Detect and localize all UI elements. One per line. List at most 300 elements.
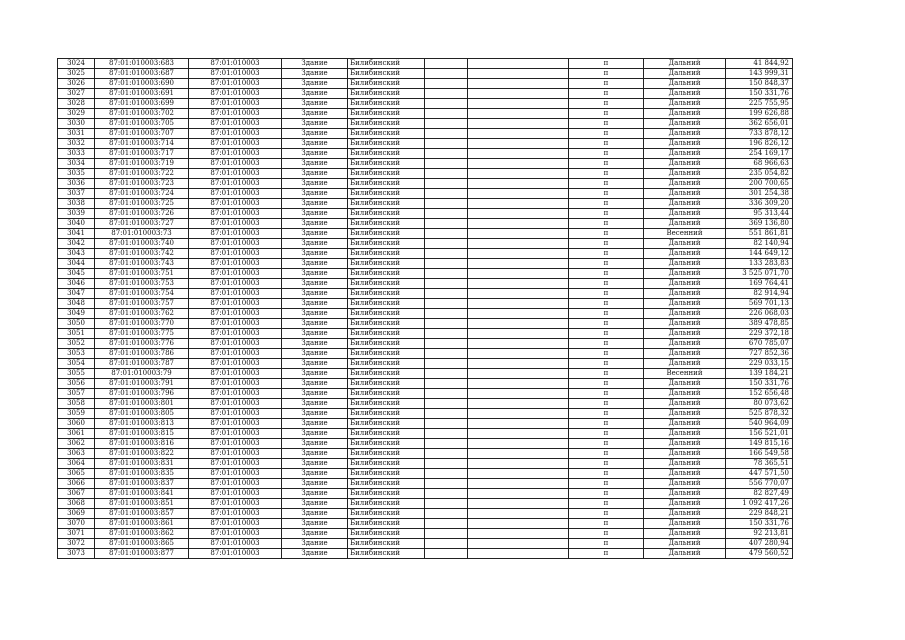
object-type-cell: Здание <box>282 109 348 119</box>
blank-cell-a-cell <box>425 439 468 449</box>
blank-cell-a-cell <box>425 249 468 259</box>
blank-cell-a-cell <box>425 359 468 369</box>
cadastral-value-cell: 551 861,81 <box>726 229 793 239</box>
settlement-type-cell: п <box>569 149 644 159</box>
cadastral-quarter-cell: 87:01:010003 <box>189 109 282 119</box>
settlement-name-cell: Дальний <box>644 179 726 189</box>
cadastral-number-cell: 87:01:010003:816 <box>95 439 189 449</box>
settlement-type-cell: п <box>569 239 644 249</box>
district-cell: Билибинский <box>348 449 425 459</box>
settlement-name-cell: Дальний <box>644 449 726 459</box>
cadastral-value-cell: 68 966,63 <box>726 159 793 169</box>
settlement-name-cell: Дальний <box>644 529 726 539</box>
blank-cell-a-cell <box>425 119 468 129</box>
district-cell: Билибинский <box>348 499 425 509</box>
settlement-type-cell: п <box>569 349 644 359</box>
settlement-name-cell: Дальний <box>644 469 726 479</box>
blank-cell-a-cell <box>425 139 468 149</box>
object-type-cell: Здание <box>282 309 348 319</box>
row-number-cell: 3041 <box>58 229 95 239</box>
cadastral-value-cell: 156 521,01 <box>726 429 793 439</box>
cadastral-value-cell: 169 764,41 <box>726 279 793 289</box>
district-cell: Билибинский <box>348 459 425 469</box>
blank-cell-b-cell <box>468 329 569 339</box>
settlement-type-cell: п <box>569 179 644 189</box>
table-row <box>58 219 793 229</box>
blank-cell-a-cell <box>425 469 468 479</box>
settlement-name-cell: Весенний <box>644 369 726 379</box>
district-cell: Билибинский <box>348 109 425 119</box>
table-row <box>58 239 793 249</box>
object-type-cell: Здание <box>282 99 348 109</box>
cadastral-quarter-cell: 87:01:010003 <box>189 499 282 509</box>
blank-cell-b-cell <box>468 459 569 469</box>
object-type-cell: Здание <box>282 439 348 449</box>
row-number-cell: 3072 <box>58 539 95 549</box>
table-row <box>58 69 793 79</box>
district-cell: Билибинский <box>348 279 425 289</box>
cadastral-value-cell: 733 878,12 <box>726 129 793 139</box>
cadastral-quarter-cell: 87:01:010003 <box>189 79 282 89</box>
object-type-cell: Здание <box>282 489 348 499</box>
settlement-type-cell: п <box>569 479 644 489</box>
cadastral-quarter-cell: 87:01:010003 <box>189 469 282 479</box>
cadastral-quarter-cell: 87:01:010003 <box>189 339 282 349</box>
row-number-cell: 3026 <box>58 79 95 89</box>
blank-cell-b-cell <box>468 79 569 89</box>
object-type-cell: Здание <box>282 499 348 509</box>
row-number-cell: 3055 <box>58 369 95 379</box>
table-row <box>58 209 793 219</box>
cadastral-value-cell: 150 331,76 <box>726 89 793 99</box>
cadastral-quarter-cell: 87:01:010003 <box>189 209 282 219</box>
blank-cell-b-cell <box>468 259 569 269</box>
cadastral-number-cell: 87:01:010003:714 <box>95 139 189 149</box>
blank-cell-a-cell <box>425 59 468 69</box>
blank-cell-a-cell <box>425 179 468 189</box>
blank-cell-b-cell <box>468 479 569 489</box>
blank-cell-a-cell <box>425 219 468 229</box>
settlement-type-cell: п <box>569 209 644 219</box>
cadastral-value-cell: 95 313,44 <box>726 209 793 219</box>
cadastral-value-cell: 133 283,83 <box>726 259 793 269</box>
table-row <box>58 379 793 389</box>
blank-cell-b-cell <box>468 399 569 409</box>
row-number-cell: 3053 <box>58 349 95 359</box>
object-type-cell: Здание <box>282 419 348 429</box>
cadastral-value-cell: 369 136,80 <box>726 219 793 229</box>
settlement-type-cell: п <box>569 539 644 549</box>
blank-cell-b-cell <box>468 449 569 459</box>
blank-cell-b-cell <box>468 469 569 479</box>
cadastral-quarter-cell: 87:01:010003 <box>189 119 282 129</box>
cadastral-value-cell: 336 309,20 <box>726 199 793 209</box>
cadastral-number-cell: 87:01:010003:725 <box>95 199 189 209</box>
settlement-name-cell: Дальний <box>644 239 726 249</box>
object-type-cell: Здание <box>282 359 348 369</box>
settlement-type-cell: п <box>569 419 644 429</box>
district-cell: Билибинский <box>348 309 425 319</box>
table-row <box>58 549 793 559</box>
blank-cell-a-cell <box>425 489 468 499</box>
object-type-cell: Здание <box>282 59 348 69</box>
settlement-name-cell: Дальний <box>644 69 726 79</box>
object-type-cell: Здание <box>282 549 348 559</box>
cadastral-value-cell: 556 770,07 <box>726 479 793 489</box>
cadastral-quarter-cell: 87:01:010003 <box>189 279 282 289</box>
table-row <box>58 329 793 339</box>
table-row <box>58 509 793 519</box>
settlement-name-cell: Дальний <box>644 139 726 149</box>
table-row <box>58 449 793 459</box>
blank-cell-b-cell <box>468 309 569 319</box>
cadastral-value-cell: 389 478,85 <box>726 319 793 329</box>
row-number-cell: 3069 <box>58 509 95 519</box>
district-cell: Билибинский <box>348 529 425 539</box>
blank-cell-b-cell <box>468 99 569 109</box>
cadastral-value-cell: 144 649,12 <box>726 249 793 259</box>
table-row <box>58 309 793 319</box>
cadastral-value-cell: 3 525 071,70 <box>726 269 793 279</box>
settlement-type-cell: п <box>569 549 644 559</box>
settlement-name-cell: Дальний <box>644 399 726 409</box>
blank-cell-b-cell <box>468 319 569 329</box>
settlement-name-cell: Дальний <box>644 279 726 289</box>
cadastral-quarter-cell: 87:01:010003 <box>189 509 282 519</box>
cadastral-quarter-cell: 87:01:010003 <box>189 139 282 149</box>
row-number-cell: 3039 <box>58 209 95 219</box>
object-type-cell: Здание <box>282 139 348 149</box>
cadastral-number-cell: 87:01:010003:726 <box>95 209 189 219</box>
table-row <box>58 79 793 89</box>
cadastral-value-cell: 226 068,03 <box>726 309 793 319</box>
blank-cell-b-cell <box>468 429 569 439</box>
settlement-name-cell: Дальний <box>644 249 726 259</box>
settlement-type-cell: п <box>569 199 644 209</box>
district-cell: Билибинский <box>348 539 425 549</box>
row-number-cell: 3073 <box>58 549 95 559</box>
settlement-type-cell: п <box>569 119 644 129</box>
settlement-name-cell: Дальний <box>644 189 726 199</box>
object-type-cell: Здание <box>282 199 348 209</box>
object-type-cell: Здание <box>282 409 348 419</box>
cadastral-number-cell: 87:01:010003:822 <box>95 449 189 459</box>
blank-cell-b-cell <box>468 119 569 129</box>
settlement-type-cell: п <box>569 429 644 439</box>
blank-cell-b-cell <box>468 389 569 399</box>
row-number-cell: 3056 <box>58 379 95 389</box>
row-number-cell: 3066 <box>58 479 95 489</box>
blank-cell-b-cell <box>468 169 569 179</box>
table-row <box>58 519 793 529</box>
blank-cell-b-cell <box>468 409 569 419</box>
cadastral-number-cell: 87:01:010003:691 <box>95 89 189 99</box>
district-cell: Билибинский <box>348 169 425 179</box>
blank-cell-b-cell <box>468 109 569 119</box>
object-type-cell: Здание <box>282 169 348 179</box>
settlement-name-cell: Дальний <box>644 259 726 269</box>
district-cell: Билибинский <box>348 139 425 149</box>
cadastral-quarter-cell: 87:01:010003 <box>189 299 282 309</box>
row-number-cell: 3028 <box>58 99 95 109</box>
row-number-cell: 3060 <box>58 419 95 429</box>
blank-cell-a-cell <box>425 349 468 359</box>
district-cell: Билибинский <box>348 369 425 379</box>
object-type-cell: Здание <box>282 149 348 159</box>
cadastral-number-cell: 87:01:010003:835 <box>95 469 189 479</box>
cadastral-value-cell: 199 626,88 <box>726 109 793 119</box>
blank-cell-a-cell <box>425 129 468 139</box>
table-row <box>58 389 793 399</box>
table-row <box>58 249 793 259</box>
cadastral-value-cell: 447 571,50 <box>726 469 793 479</box>
cadastral-value-cell: 229 372,18 <box>726 329 793 339</box>
district-cell: Билибинский <box>348 299 425 309</box>
table-row <box>58 349 793 359</box>
blank-cell-a-cell <box>425 369 468 379</box>
cadastral-number-cell: 87:01:010003:801 <box>95 399 189 409</box>
object-type-cell: Здание <box>282 379 348 389</box>
cadastral-number-cell: 87:01:010003:723 <box>95 179 189 189</box>
district-cell: Билибинский <box>348 229 425 239</box>
object-type-cell: Здание <box>282 479 348 489</box>
blank-cell-a-cell <box>425 429 468 439</box>
settlement-type-cell: п <box>569 509 644 519</box>
table-row <box>58 539 793 549</box>
object-type-cell: Здание <box>282 119 348 129</box>
settlement-type-cell: п <box>569 139 644 149</box>
cadastral-number-cell: 87:01:010003:724 <box>95 189 189 199</box>
settlement-type-cell: п <box>569 79 644 89</box>
cadastral-value-cell: 235 054,82 <box>726 169 793 179</box>
object-type-cell: Здание <box>282 389 348 399</box>
blank-cell-b-cell <box>468 59 569 69</box>
row-number-cell: 3062 <box>58 439 95 449</box>
row-number-cell: 3065 <box>58 469 95 479</box>
object-type-cell: Здание <box>282 129 348 139</box>
district-cell: Билибинский <box>348 59 425 69</box>
settlement-type-cell: п <box>569 489 644 499</box>
cadastral-number-cell: 87:01:010003:796 <box>95 389 189 399</box>
cadastral-quarter-cell: 87:01:010003 <box>189 99 282 109</box>
district-cell: Билибинский <box>348 269 425 279</box>
settlement-type-cell: п <box>569 379 644 389</box>
district-cell: Билибинский <box>348 199 425 209</box>
blank-cell-b-cell <box>468 509 569 519</box>
row-number-cell: 3049 <box>58 309 95 319</box>
cadastral-quarter-cell: 87:01:010003 <box>189 349 282 359</box>
district-cell: Билибинский <box>348 439 425 449</box>
cadastral-quarter-cell: 87:01:010003 <box>189 179 282 189</box>
table-body <box>58 59 793 559</box>
settlement-name-cell: Дальний <box>644 129 726 139</box>
row-number-cell: 3051 <box>58 329 95 339</box>
settlement-type-cell: п <box>569 219 644 229</box>
district-cell: Билибинский <box>348 399 425 409</box>
district-cell: Билибинский <box>348 69 425 79</box>
cadastral-value-cell: 569 701,13 <box>726 299 793 309</box>
cadastral-number-cell: 87:01:010003:862 <box>95 529 189 539</box>
blank-cell-b-cell <box>468 499 569 509</box>
cadastral-quarter-cell: 87:01:010003 <box>189 369 282 379</box>
object-type-cell: Здание <box>282 189 348 199</box>
settlement-type-cell: п <box>569 359 644 369</box>
blank-cell-b-cell <box>468 489 569 499</box>
blank-cell-a-cell <box>425 199 468 209</box>
blank-cell-a-cell <box>425 459 468 469</box>
blank-cell-a-cell <box>425 229 468 239</box>
row-number-cell: 3061 <box>58 429 95 439</box>
row-number-cell: 3034 <box>58 159 95 169</box>
blank-cell-a-cell <box>425 149 468 159</box>
row-number-cell: 3031 <box>58 129 95 139</box>
cadastral-value-cell: 254 169,17 <box>726 149 793 159</box>
district-cell: Билибинский <box>348 149 425 159</box>
blank-cell-b-cell <box>468 299 569 309</box>
blank-cell-a-cell <box>425 519 468 529</box>
cadastral-number-cell: 87:01:010003:813 <box>95 419 189 429</box>
object-type-cell: Здание <box>282 239 348 249</box>
cadastral-number-cell: 87:01:010003:740 <box>95 239 189 249</box>
table-row <box>58 369 793 379</box>
blank-cell-b-cell <box>468 519 569 529</box>
district-cell: Билибинский <box>348 189 425 199</box>
cadastral-quarter-cell: 87:01:010003 <box>189 459 282 469</box>
settlement-type-cell: п <box>569 389 644 399</box>
settlement-name-cell: Дальний <box>644 459 726 469</box>
settlement-type-cell: п <box>569 269 644 279</box>
object-type-cell: Здание <box>282 279 348 289</box>
cadastral-value-cell: 78 365,51 <box>726 459 793 469</box>
settlement-name-cell: Дальний <box>644 379 726 389</box>
district-cell: Билибинский <box>348 409 425 419</box>
table-row <box>58 229 793 239</box>
row-number-cell: 3070 <box>58 519 95 529</box>
blank-cell-b-cell <box>468 249 569 259</box>
settlement-name-cell: Дальний <box>644 299 726 309</box>
blank-cell-a-cell <box>425 279 468 289</box>
settlement-name-cell: Дальний <box>644 119 726 129</box>
district-cell: Билибинский <box>348 519 425 529</box>
row-number-cell: 3068 <box>58 499 95 509</box>
cadastral-number-cell: 87:01:010003:831 <box>95 459 189 469</box>
cadastral-quarter-cell: 87:01:010003 <box>189 239 282 249</box>
cadastral-value-cell: 200 700,65 <box>726 179 793 189</box>
cadastral-quarter-cell: 87:01:010003 <box>189 169 282 179</box>
table-row <box>58 179 793 189</box>
settlement-name-cell: Дальний <box>644 209 726 219</box>
settlement-type-cell: п <box>569 329 644 339</box>
registry-table <box>57 58 793 559</box>
cadastral-number-cell: 87:01:010003:707 <box>95 129 189 139</box>
object-type-cell: Здание <box>282 179 348 189</box>
object-type-cell: Здание <box>282 519 348 529</box>
district-cell: Билибинский <box>348 219 425 229</box>
blank-cell-a-cell <box>425 409 468 419</box>
cadastral-number-cell: 87:01:010003:841 <box>95 489 189 499</box>
settlement-type-cell: п <box>569 319 644 329</box>
cadastral-quarter-cell: 87:01:010003 <box>189 69 282 79</box>
blank-cell-a-cell <box>425 509 468 519</box>
settlement-type-cell: п <box>569 189 644 199</box>
row-number-cell: 3038 <box>58 199 95 209</box>
district-cell: Билибинский <box>348 209 425 219</box>
table-row <box>58 129 793 139</box>
blank-cell-a-cell <box>425 99 468 109</box>
blank-cell-b-cell <box>468 209 569 219</box>
settlement-type-cell: п <box>569 449 644 459</box>
settlement-name-cell: Дальний <box>644 429 726 439</box>
blank-cell-b-cell <box>468 89 569 99</box>
row-number-cell: 3063 <box>58 449 95 459</box>
settlement-type-cell: п <box>569 409 644 419</box>
row-number-cell: 3047 <box>58 289 95 299</box>
cadastral-number-cell: 87:01:010003:837 <box>95 479 189 489</box>
settlement-name-cell: Дальний <box>644 419 726 429</box>
settlement-name-cell: Дальний <box>644 149 726 159</box>
cadastral-quarter-cell: 87:01:010003 <box>189 379 282 389</box>
row-number-cell: 3029 <box>58 109 95 119</box>
settlement-name-cell: Дальний <box>644 519 726 529</box>
settlement-name-cell: Дальний <box>644 269 726 279</box>
table-row <box>58 469 793 479</box>
settlement-type-cell: п <box>569 499 644 509</box>
blank-cell-a-cell <box>425 529 468 539</box>
table-row <box>58 499 793 509</box>
cadastral-value-cell: 152 656,48 <box>726 389 793 399</box>
row-number-cell: 3067 <box>58 489 95 499</box>
settlement-name-cell: Дальний <box>644 539 726 549</box>
cadastral-number-cell: 87:01:010003:743 <box>95 259 189 269</box>
blank-cell-a-cell <box>425 309 468 319</box>
cadastral-number-cell: 87:01:010003:787 <box>95 359 189 369</box>
blank-cell-a-cell <box>425 69 468 79</box>
object-type-cell: Здание <box>282 529 348 539</box>
object-type-cell: Здание <box>282 219 348 229</box>
settlement-name-cell: Дальний <box>644 169 726 179</box>
row-number-cell: 3050 <box>58 319 95 329</box>
blank-cell-a-cell <box>425 289 468 299</box>
cadastral-value-cell: 80 073,62 <box>726 399 793 409</box>
settlement-type-cell: п <box>569 279 644 289</box>
cadastral-number-cell: 87:01:010003:687 <box>95 69 189 79</box>
table-row <box>58 289 793 299</box>
cadastral-quarter-cell: 87:01:010003 <box>189 409 282 419</box>
district-cell: Билибинский <box>348 379 425 389</box>
cadastral-quarter-cell: 87:01:010003 <box>189 399 282 409</box>
blank-cell-a-cell <box>425 89 468 99</box>
settlement-name-cell: Дальний <box>644 79 726 89</box>
settlement-type-cell: п <box>569 169 644 179</box>
table-row <box>58 319 793 329</box>
settlement-name-cell: Дальний <box>644 359 726 369</box>
cadastral-number-cell: 87:01:010003:805 <box>95 409 189 419</box>
row-number-cell: 3054 <box>58 359 95 369</box>
table-row <box>58 279 793 289</box>
settlement-type-cell: п <box>569 339 644 349</box>
cadastral-number-cell: 87:01:010003:742 <box>95 249 189 259</box>
cadastral-value-cell: 150 331,76 <box>726 519 793 529</box>
settlement-type-cell: п <box>569 129 644 139</box>
table-row <box>58 489 793 499</box>
row-number-cell: 3071 <box>58 529 95 539</box>
table-row <box>58 459 793 469</box>
blank-cell-b-cell <box>468 219 569 229</box>
settlement-type-cell: п <box>569 299 644 309</box>
row-number-cell: 3032 <box>58 139 95 149</box>
object-type-cell: Здание <box>282 459 348 469</box>
cadastral-number-cell: 87:01:010003:815 <box>95 429 189 439</box>
